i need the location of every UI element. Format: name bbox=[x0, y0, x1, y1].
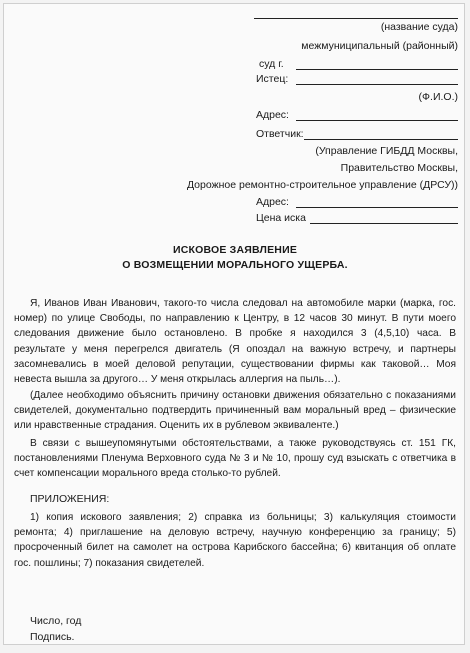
claim-document bbox=[3, 3, 465, 645]
claim-value-line bbox=[310, 223, 458, 224]
body-paragraph-2: (Далее необходимо объяснить причину остановки движения обязательно с показаниями свидетелей, документально подтвердить причиненный вам моральный вред – физические или нравственные страдания. Оценить их в рублевом эквиваленте.) bbox=[14, 390, 456, 432]
claim-value-label: Цена иска bbox=[256, 212, 306, 224]
body-paragraph-3: В связи с вышеупомянутыми обстоятельствами, а также руководствуясь ст. 151 ГК, постановлениями Пленума Верховного суда № 3 и № 10, прошу суд взыскать с ответчика в счет компенсации морального вреда столько-то рублей. bbox=[14, 438, 456, 480]
plaintiff-label: Истец: bbox=[256, 73, 289, 85]
date-label: Число, год bbox=[30, 615, 82, 627]
court-type-label: межмуниципальный (районный) bbox=[301, 40, 458, 52]
document-title-line-1: ИСКОВОЕ ЗАЯВЛЕНИЕ bbox=[172, 244, 298, 256]
defendant-line-2: Правительство Москвы, bbox=[340, 162, 458, 174]
address-label-1: Адрес: bbox=[256, 109, 289, 121]
court-city-label: суд г. bbox=[259, 58, 284, 70]
document-title-line-2: О ВОЗМЕЩЕНИИ МОРАЛЬНОГО УЩЕРБА. bbox=[122, 259, 348, 271]
defendant-line-1: (Управление ГИБДД Москвы, bbox=[315, 145, 458, 157]
defendant-line-3: Дорожное ремонтно-строительное управление (ДРСУ)) bbox=[186, 179, 458, 191]
attachments-heading: ПРИЛОЖЕНИЯ: bbox=[30, 493, 110, 505]
address-line-2 bbox=[296, 207, 458, 208]
signature-label: Подпись. bbox=[30, 631, 75, 643]
defendant-line bbox=[304, 139, 458, 140]
fio-label: (Ф.И.О.) bbox=[418, 91, 458, 103]
defendant-label: Ответчик: bbox=[256, 128, 304, 140]
body-paragraph-1: Я, Иванов Иван Иванович, такого-то числа следовал на автомобиле марки (марка, гос. номер) по улице Свободы, по направлению к Центру, в 12 часов 30 минут. В пути моего следования движение было остановлено. В пробке я находился 3 (4,5,10) часа. В результате у меня перегрелся двигатель (Я опоздал на важную встречу, и партнеры засомневались в моей деловой репутации, существовании фирмы как таковой… Моя невеста вышла за другого… У меня открылась аллергия на пыль…). bbox=[14, 298, 456, 386]
court-name-line bbox=[254, 18, 458, 19]
plaintiff-line bbox=[296, 84, 458, 85]
attachments-list: 1) копия искового заявления; 2) справка из больницы; 3) калькуляция стоимости ремонта; 4) приглашение на деловую встречу, научную конференцию за границу; 5) просроченный билет на самолет на острова Карибского бассейна; 6) квитанция об оплате гос. пошлины; 7) показания свидетелей. bbox=[14, 512, 456, 569]
address-line-1 bbox=[296, 120, 458, 121]
court-city-line bbox=[296, 69, 458, 70]
address-label-2: Адрес: bbox=[256, 196, 289, 208]
court-name-label: (название суда) bbox=[380, 21, 458, 33]
